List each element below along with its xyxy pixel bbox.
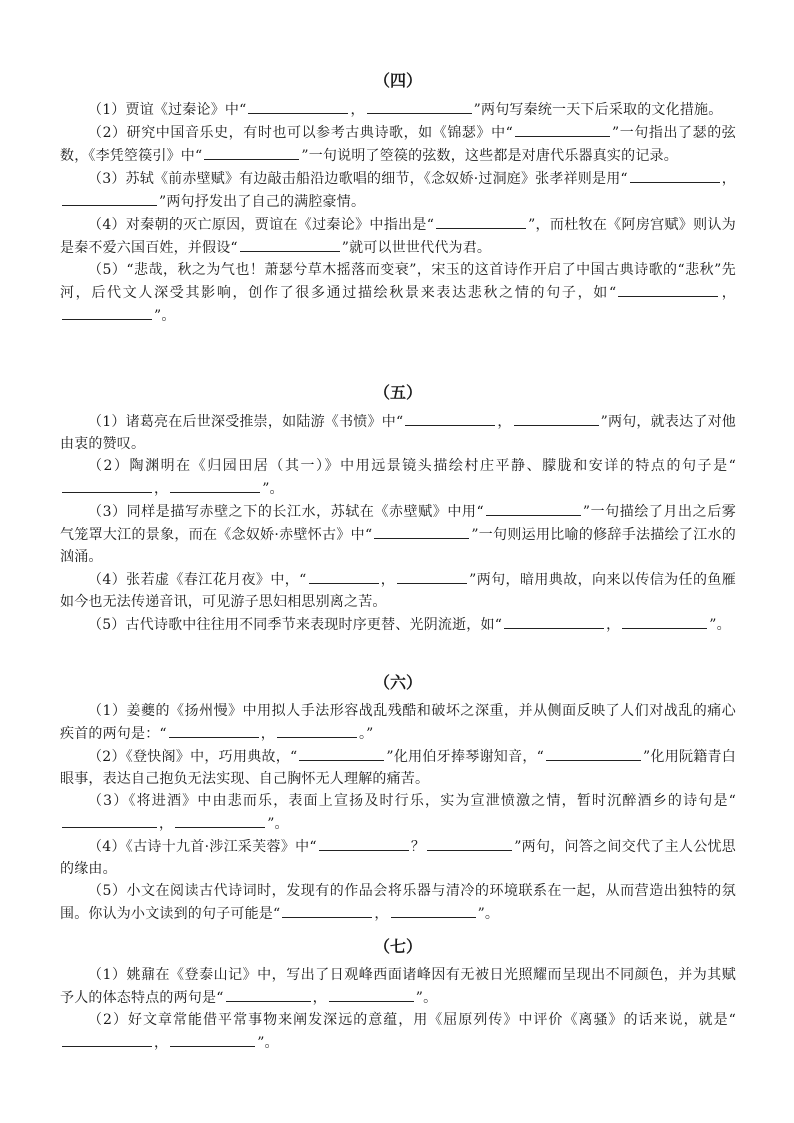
answer-blank[interactable]: [309, 568, 379, 584]
question-item: （2）研究中国音乐史，有时也可以参考古典诗歌，如《锦瑟》中“ ”一句指出了瑟的弦数，《李凭箜篌引》中“ ”一句说明了箜篌的弦数，这些都是对唐代乐器真实的记录。: [60, 121, 736, 167]
section-5: [60, 382, 736, 636]
section-6: [60, 672, 736, 925]
answer-blank[interactable]: [329, 986, 414, 1002]
section-4: [60, 70, 736, 327]
answer-blank[interactable]: [630, 167, 720, 183]
answer-blank[interactable]: [546, 745, 641, 761]
answer-blank[interactable]: [405, 410, 495, 426]
answer-blank[interactable]: [515, 121, 610, 137]
section-title: （七）: [373, 937, 422, 956]
answer-blank[interactable]: [240, 236, 340, 252]
question-item: （3）苏轼《前赤壁赋》有边敲击船沿边歌唱的细节，《念奴娇·过洞庭》张孝祥则是用“ ，”两句抒发出了自己的满腔豪情。: [60, 167, 736, 213]
answer-blank[interactable]: [282, 902, 372, 918]
question-item: （5）“悲哉，秋之为气也！萧瑟兮草木摇落而变衰”，宋玉的这首诗作开启了中国古典诗歌的“悲秋”先河，后代文人深受其影响，创作了很多通过描绘秋景来表达悲秋之情的句子，如“ ，”。: [60, 262, 736, 324]
question-item: （2）陶渊明在《归园田居（其一）》中用远景镜头描绘村庄平静、朦胧和安详的特点的句子是“， ”。: [60, 455, 736, 500]
answer-blank[interactable]: [170, 477, 260, 493]
answer-blank[interactable]: [175, 812, 265, 828]
question-item: （4）对秦朝的灭亡原因，贾谊在《过秦论》中指出是“ ”，而杜牧在《阿房宫赋》则认为是秦不爱六国百姓，并假设“ ”就可以世世代代为君。: [60, 213, 736, 259]
answer-blank[interactable]: [391, 902, 476, 918]
question-item: （5）古代诗歌中往往用不同季节来表现时序更替、光阴流逝，如“ ， ”。: [60, 613, 736, 636]
question-item: （2）好文章常能借平常事物来阐发深远的意蕴，用《屈原列传》中评价《离骚》的话来说，就是“， ”。: [60, 1009, 736, 1054]
answer-blank[interactable]: [618, 281, 718, 297]
answer-blank[interactable]: [62, 304, 152, 320]
answer-blank[interactable]: [486, 500, 581, 516]
answer-blank[interactable]: [248, 98, 348, 114]
question-item: （1）姚鼐在《登泰山记》中，写出了日观峰西面诸峰因有无被日光照耀而呈现出不同颜色，并为其赋予人的体态特点的两句是“ ， ”。: [60, 967, 736, 1006]
question-item: （3）同样是描写赤壁之下的长江水，苏轼在《赤壁赋》中用“ ”一句描绘了月出之后雾气笼罩大江的景象，而在《念奴娇·赤壁怀古》中“ ”一句则运用比喻的修辞手法描绘了江水的汹涌。: [60, 500, 736, 568]
answer-blank[interactable]: [514, 410, 599, 426]
answer-blank[interactable]: [169, 722, 259, 738]
question-item: （2）《登快阁》中，巧用典故，“ ”化用伯牙捧琴谢知音，“ ”化用阮籍青白眼事，表达自己抱负无法实现、自己胸怀无人理解的痛苦。: [60, 745, 736, 790]
answer-blank[interactable]: [170, 1031, 255, 1047]
answer-blank[interactable]: [504, 613, 604, 629]
answer-blank[interactable]: [62, 1031, 152, 1047]
answer-blank[interactable]: [622, 613, 707, 629]
answer-blank[interactable]: [367, 98, 472, 114]
answer-blank[interactable]: [62, 477, 152, 493]
answer-blank[interactable]: [62, 812, 157, 828]
answer-blank[interactable]: [436, 213, 526, 229]
section-title: （六）: [373, 673, 422, 692]
question-item: （1）贾谊《过秦论》中“ ， ”两句写秦统一天下后采取的文化措施。: [60, 98, 736, 121]
question-item: （3）《将进酒》中由悲而乐，表面上宣扬及时行乐，实为宣泄愤激之情，暂时沉醉酒乡的诗句是“， ”。: [60, 790, 736, 835]
answer-blank[interactable]: [277, 722, 357, 738]
answer-blank[interactable]: [427, 835, 512, 851]
answer-blank[interactable]: [397, 568, 467, 584]
answer-blank[interactable]: [319, 835, 409, 851]
question-item: （5）小文在阅读古代诗词时，发现有的作品会将乐器与清冷的环境联系在一起，从而营造出独特的氛围。你认为小文读到的句子可能是“ ， ”。: [60, 883, 736, 922]
question-item: （4）张若虚《春江花月夜》中，“ ， ”两句，暗用典故，向来以传信为任的鱼雁如今也无法传递音讯，可见游子思妇相思别离之苦。: [60, 568, 736, 613]
section-title: （四）: [373, 71, 422, 90]
answer-blank[interactable]: [62, 190, 157, 206]
question-item: （1）诸葛亮在后世深受推崇，如陆游《书愤》中“ ， ”两句，就表达了对他由衷的赞叹。: [60, 410, 736, 455]
section-title: （五）: [373, 383, 422, 402]
section-7: [60, 936, 736, 1054]
question-item: （1）姜夔的《扬州慢》中用拟人手法形容战乱残酷和破坏之深重，并从侧面反映了人们对战乱的痛心疾首的两句是：“ ， 。”: [60, 703, 736, 742]
answer-blank[interactable]: [299, 745, 384, 761]
answer-blank[interactable]: [226, 986, 311, 1002]
question-item: （4）《古诗十九首·涉江采芙蓉》中“ ？ ”两句，问答之间交代了主人公忧思的缘由。: [60, 835, 736, 880]
answer-blank[interactable]: [204, 144, 299, 160]
answer-blank[interactable]: [374, 523, 469, 539]
